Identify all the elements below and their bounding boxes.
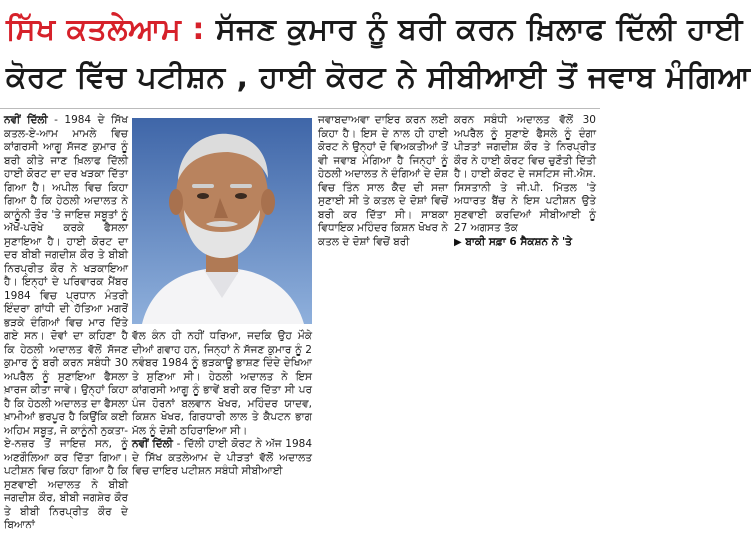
news-photo (132, 118, 312, 324)
continued-text: ਬਾਕੀ ਸਫ਼ਾ 6 ਸੈਕਸ਼ਨ ਨੇ 'ਤੇ (465, 235, 572, 248)
article-column-3 (318, 114, 448, 510)
headline-line-1-text: ਸੱਜਣ ਕੁਮਾਰ ਨੂੰ ਬਰੀ ਕਰਨ ਖ਼ਿਲਾਫ ਦਿੱਲੀ ਹਾਈ (215, 12, 743, 47)
headline-line-1 (6, 8, 743, 52)
continued-arrow-icon: ▶ (454, 236, 462, 248)
article-column-1 (4, 114, 129, 531)
column-2-text: ਵੱਲ ਕੰਨ ਹੀ ਨਹੀਂ ਧਰਿਆ, ਜਦਕਿ ਉਹ ਮੌਕੇ ਦੀਆਂ ਗਵਾਹ ਹਨ, ਜਿਨ੍ਹਾਂ ਨੇ ਸੱਜਣ ਕੁਮਾਰ ਨੂੰ 2 ਨਵੰਬਰ 1984 ਨੂੰ ਭੜਕਾਊ ਭਾਸ਼ਣ ਦਿੰਦੇ ਦੇਖਿਆ ਤੇ ਸੁਣਿਆ ਸੀ। ਹੇਠਲੀ ਅਦਾਲਤ ਨੇ ਇਸ ਕਾਂਗਰਸੀ ਆਗੂ ਨੂੰ ਭਾਵੇਂ ਬਰੀ ਕਰ ਦਿੱਤਾ ਸੀ ਪਰ ਪੰਜ ਹੋਰਨਾਂ ਬਲਵਾਨ ਖੋਖਰ, ਮਹਿੰਦਰ ਯਾਦਵ, ਕਿਸ਼ਨ ਖੋਖਰ, ਗਿਰਧਾਰੀ ਲਾਲ ਤੇ ਕੈਪਟਨ ਭਾਗ ਮੱਲ ਨੂੰ ਦੋਸ਼ੀ ਠਹਿਰਾਇਆ ਸੀ। (132, 330, 312, 437)
column-4-text: ਕਰਨ ਸਬੰਧੀ ਅਦਾਲਤ ਵੱਲੋਂ 30 ਅਪਰੈਲ ਨੂੰ ਸੁਣਾਏ ਫੈਸਲੇ ਨੂੰ ਦੰਗਾ ਪੀੜਤਾਂ ਜਗਦੀਸ਼ ਕੌਰ ਤੇ ਨਿਰਪ੍ਰੀਤ ਕੌਰ ਨੇ ਹਾਈ ਕੋਰਟ ਵਿਚ ਚੁਣੌਤੀ ਦਿੱਤੀ ਹੈ। ਹਾਈ ਕੋਰਟ ਦੇ ਜਸਟਿਸ ਜੀ.ਐਸ. ਸਿਸਤਾਨੀ ਤੇ ਜੀ.ਪੀ. ਮਿੱਤਲ 'ਤੇ ਅਧਾਰਤ ਬੈਂਚ ਨੇ ਇਸ ਪਟੀਸ਼ਨ ਉਤੇ ਸੁਣਵਾਈ ਕਰਦਿਆਂ ਸੀਬੀਆਈ ਨੂੰ 27 ਅਗਸਤ ਤੱਕ (454, 114, 596, 234)
dateline: ਨਵੀਂ ਦਿੱਲੀ (4, 114, 48, 126)
article-column-4 (454, 114, 596, 510)
headline-kicker: ਸਿੱਖ ਕਤਲੇਆਮ : (6, 12, 205, 47)
article-column-2 (132, 330, 312, 510)
column-1-text: - 1984 ਦੇ ਸਿੱਖ ਕਤਲ-ਏ-ਆਮ ਮਾਮਲੇ ਵਿਚ ਕਾਂਗਰਸੀ ਆਗੂ ਸੱਜਣ ਕੁਮਾਰ ਨੂੰ ਬਰੀ ਕੀਤੇ ਜਾਣ ਖ਼ਿਲਾਫ ਦਿੱਲੀ ਹਾਈ ਕੋਰਟ ਦਾ ਦਰ ਖੜਕਾ ਦਿੱਤਾ ਗਿਆ ਹੈ। ਅਪੀਲ ਵਿਚ ਕਿਹਾ ਗਿਆ ਹੈ ਕਿ ਹੇਠਲੀ ਅਦਾਲਤ ਨੇ ਕਾਨੂੰਨੀ ਤੌਰ 'ਤੇ ਜਾਇਜ਼ ਸਬੂਤਾਂ ਨੂੰ ਅੱਖੋਂ-ਪਰੋਖੇ ਕਰਕੇ ਫੈਸਲਾ ਸੁਣਾਇਆ ਹੈ। ਹਾਈ ਕੋਰਟ ਦਾ ਦਰ ਬੀਬੀ ਜਗਦੀਸ਼ ਕੌਰ ਤੇ ਬੀਬੀ ਨਿਰਪ੍ਰੀਤ ਕੌਰ ਨੇ ਖੜਕਾਇਆ ਹੈ। ਇਨ੍ਹਾਂ ਦੇ ਪਰਿਵਾਰਕ ਮੈਂਬਰ 1984 ਵਿਚ ਪ੍ਰਧਾਨ ਮੰਤਰੀ ਇੰਦਰਾ ਗਾਂਧੀ ਦੀ ਹੱਤਿਆ ਮਗਰੋਂ ਭੜਕੇ ਦੰਗਿਆਂ ਵਿਚ ਮਾਰ ਦਿੱਤੇ ਗਏ ਸਨ। ਦੋਵਾਂ ਦਾ ਕਹਿਣਾ ਹੈ ਕਿ ਹੇਠਲੀ ਅਦਾਲਤ ਵੱਲੋਂ ਸੱਜਣ ਕੁਮਾਰ ਨੂੰ ਬਰੀ ਕਰਨ ਸਬੰਧੀ 30 ਅਪਰੈਲ ਨੂੰ ਸੁਣਾਇਆ ਫੈਸਲਾ ਖ਼ਾਰਜ ਕੀਤਾ ਜਾਵੇ। ਉਨ੍ਹਾਂ ਕਿਹਾ ਹੈ ਕਿ ਹੇਠਲੀ ਅਦਾਲਤ ਦਾ ਫੈਸਲਾ ਖ਼ਾਮੀਆਂ ਭਰਪੂਰ ਹੈ ਕਿਉਂਕਿ ਕਈ ਅਹਿਮ ਸਬੂਤ, ਜੋ ਕਾਨੂੰਨੀ ਨੁਕਤਾ-ਏ-ਨਜ਼ਰ ਤੋਂ ਜਾਇਜ਼ ਸਨ, ਨੂੰ ਅਣਗੌਲਿਆ ਕਰ ਦਿੱਤਾ ਗਿਆ। ਪਟੀਸ਼ਨ ਵਿਚ ਕਿਹਾ ਗਿਆ ਹੈ ਕਿ ਸੁਣਵਾਈ ਅਦਾਲਤ ਨੇ ਬੀਬੀ ਜਗਦੀਸ਼ ਕੌਰ, ਬੀਬੀ ਜਗਸ਼ੇਰ ਕੌਰ ਤੇ ਬੀਬੀ ਨਿਰਪ੍ਰੀਤ ਕੌਰ ਦੇ ਬਿਆਨਾਂ (4, 114, 129, 531)
headline-line-2: ਕੋਰਟ ਵਿੱਚ ਪਟੀਸ਼ਨ , ਹਾਈ ਕੋਰਟ ਨੇ ਸੀਬੀਆਈ ਤੋਂ ਜਵਾਬ ਮੰਗਿਆ (6, 60, 751, 95)
headline-divider (0, 108, 600, 109)
column-3-text: ਜਵਾਬਦਾਅਵਾ ਦਾਇਰ ਕਰਨ ਲਈ ਕਿਹਾ ਹੈ। ਇਸ ਦੇ ਨਾਲ ਹੀ ਹਾਈ ਕੋਰਟ ਨੇ ਉਨ੍ਹਾਂ ਦੋ ਵਿਅਕਤੀਆਂ ਤੋਂ ਵੀ ਜਵਾਬ ਮੰਗਿਆ ਹੈ ਜਿਨ੍ਹਾਂ ਨੂੰ ਹੇਠਲੀ ਅਦਾਲਤ ਨੇ ਦੰਗਿਆਂ ਦੇ ਦੋਸ਼ ਵਿਚ ਤਿੰਨ ਸਾਲ ਕੈਦ ਦੀ ਸਜ਼ਾ ਸੁਣਾਈ ਸੀ ਤੇ ਕਤਲ ਦੇ ਦੋਸ਼ਾਂ ਵਿਚੋਂ ਬਰੀ ਕਰ ਦਿੱਤਾ ਸੀ। ਸਾਬਕਾ ਵਿਧਾਇਕ ਮਹਿੰਦਰ ਕਿਸ਼ਨ ਖੋਖਰ ਨੇ ਕਤਲ ਦੇ ਦੋਸ਼ਾਂ ਵਿਚੋਂ ਬਰੀ (318, 114, 448, 248)
portrait-image (132, 118, 312, 324)
column-2b-text: - ਦਿੱਲੀ ਹਾਈ ਕੋਰਟ ਨੇ ਅੱਜ 1984 ਦੇ ਸਿੱਖ ਕਤਲੇਆਮ ਦੇ ਪੀੜਤਾਂ ਵੱਲੋਂ ਅਦਾਲਤ ਵਿਚ ਦਾਇਰ ਪਟੀਸ਼ਨ ਸਬੰਧੀ ਸੀਬੀਆਈ (132, 438, 313, 477)
second-dateline: ਨਵੀਂ ਦਿੱਲੀ (132, 438, 173, 450)
continued-note (454, 236, 596, 250)
